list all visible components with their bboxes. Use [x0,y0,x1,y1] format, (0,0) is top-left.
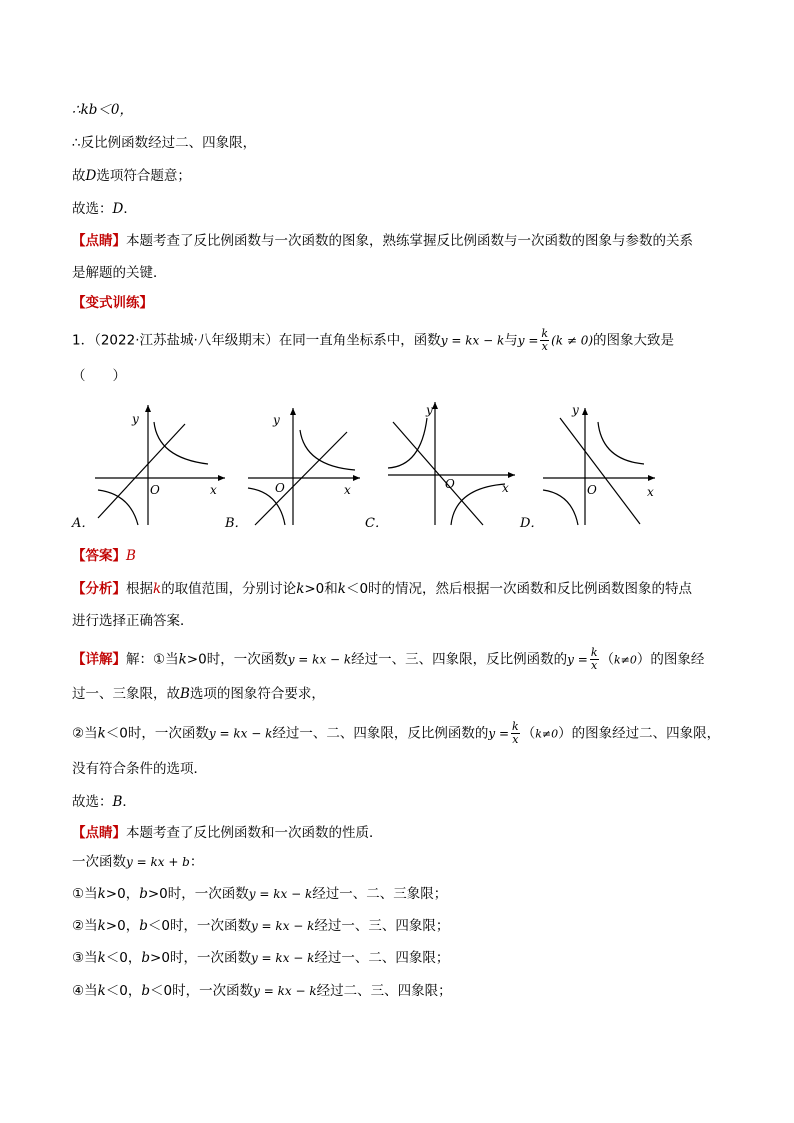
text: 选项符合题意； [96,168,191,184]
option-a-label: A． [72,516,95,531]
var: k [97,886,106,902]
formula: y = [567,652,588,667]
text: （ [521,725,536,742]
y-label: y [426,403,433,417]
text: 与 [504,332,518,349]
option-d-label: D． [520,516,544,531]
text: >0时，一次函数 [150,950,251,966]
denominator: x [591,659,598,672]
text: ④当 [72,983,98,999]
formula: y = kx − k [287,652,352,667]
text: >0， [105,918,140,934]
text: 1．（2022·江苏盐城·八年级期末）在同一直角坐标系中，函数 [72,332,441,349]
var: b [139,886,148,902]
text: ＜0时的情况，然后根据一次函数和反比例函数图象的特点 [345,581,693,597]
text: 经过一、二、三象限； [312,886,448,902]
var: k [153,581,162,597]
line-option-d-correct [72,166,191,186]
case-4 [72,981,452,1001]
line-kb-negative [72,100,133,120]
comment-block-2 [72,823,383,843]
hyperbola-branch-3 [543,490,578,525]
line-inverse-text: ∴反比例函数经过二、四象限， [72,135,257,151]
denominator: x [512,733,519,746]
var: b [139,918,148,934]
text: >0， [105,886,140,902]
comment-block-1-cont [72,263,167,283]
origin-label: O [150,483,160,497]
comment-text: 是解题的关键． [72,265,167,281]
text: 故选： [72,201,113,217]
numerator: k [590,646,598,659]
var: k≠0 [614,653,637,667]
y-label: y [572,403,579,417]
option-c-label: C． [365,516,388,531]
text: >0和 [304,581,338,597]
var: k [337,581,346,597]
x-label: x [502,481,509,495]
comment-tag: 【点睛】 [72,233,126,249]
text: 经过一、三、四象限，反比例函数的 [351,651,568,668]
graph-a [90,400,230,530]
text: 一次函数 [72,854,126,870]
graph-b [245,400,370,530]
text: ）的图象经 [636,651,705,668]
text: 选项的图象符合要求， [189,686,325,702]
var: k [178,651,187,668]
answer-blank: （ ） [72,368,126,384]
comment-text: 本题考查了反比例函数与一次函数的图象，熟练掌握反比例函数与一次函数的图象与参数的关系 [126,233,693,249]
question-1 [72,328,674,353]
text: 故 [72,168,86,184]
comment-text: 本题考查了反比例函数和一次函数的性质． [126,825,383,841]
var: D [85,168,97,184]
linear-line [393,422,483,525]
text: ： [189,854,204,870]
text: >0时，一次函数 [147,886,249,902]
detail-line-3 [72,721,720,746]
line-inverse-quadrants [72,133,256,153]
question-1-paren [72,366,126,386]
hyperbola-branch-1 [598,422,644,464]
line-choose-d [72,199,137,219]
answer-tag: 【答案】 [72,548,126,564]
text: ＜0， [105,983,142,999]
analysis-tag: 【分析】 [72,581,126,597]
var: k [97,725,106,742]
text: 的图象大致是 [593,332,675,349]
detail-line-1 [72,647,704,672]
text: ＜0时，一次函数 [147,918,251,934]
fraction [511,721,520,746]
text: ）的图象经过二、四象限， [558,725,721,742]
origin-label: O [275,481,285,495]
text: ②当 [72,725,98,742]
var: k [97,950,106,966]
y-arrow [290,408,296,415]
text: 经过一、三、四象限； [314,918,450,934]
origin-label: O [587,483,597,497]
text: >0时，一次函数 [186,651,288,668]
numerator: k [541,327,549,340]
formula: y = kx − k [253,984,317,998]
case-2 [72,916,449,936]
option-b-label: B． [225,516,248,531]
comment-tag: 【点睛】 [72,825,126,841]
var: B [112,794,123,810]
text: （ [600,651,614,668]
formula: y = [488,726,510,741]
numerator: k [512,720,519,733]
linear-function-line [72,852,203,872]
x-label: x [344,483,351,497]
line-kb-text: ∴kb＜0， [72,102,134,118]
y-arrow [145,405,151,412]
analysis-line-2 [72,611,194,631]
formula: y = kx + b [126,855,190,869]
text: 过一、三象限，故 [72,686,180,702]
hyperbola-branch-1 [300,430,355,470]
var: k≠0 [535,727,559,741]
var: b [141,983,151,999]
text: 进行选择正确答案． [72,613,194,629]
denominator: x [541,340,548,353]
var: D [112,201,124,217]
formula: y = kx − k [440,333,505,348]
x-label: x [210,483,217,497]
hyperbola-branch-3 [98,490,138,525]
text: ． [122,794,136,810]
text: 经过一、二、四象限，反比例函数的 [272,725,489,742]
text: ＜0时，一次函数 [150,983,254,999]
text: 的取值范围，分别讨论 [161,581,297,597]
var: k [97,983,106,999]
comment-block-1 [72,231,693,251]
formula: y = kx − k [250,951,315,965]
x-arrow [508,472,515,478]
y-arrow [582,408,588,415]
formula: y = kx − k [208,726,273,741]
hyperbola-branch-2 [388,418,427,468]
text: 解：①当 [126,651,179,668]
text: 经过一、二、四象限； [314,950,450,966]
text: ． [123,201,137,217]
formula: y = [517,333,539,348]
y-arrow [432,402,438,409]
origin-label: O [445,477,455,491]
text: 根据 [126,581,153,597]
detail-line-4 [72,759,207,779]
answer-line [72,546,136,566]
graph-c [385,400,520,530]
text: 故选： [72,794,113,810]
fraction [590,647,599,672]
formula: y = kx − k [250,919,315,933]
text: ＜0， [105,950,142,966]
detail-line-2 [72,684,325,704]
answer-value: B [126,548,136,564]
var: B [180,686,190,702]
text: ①当 [72,886,98,902]
text: ②当 [72,918,98,934]
choose-b-line [72,792,136,812]
var: b [141,950,151,966]
text: 经过二、三、四象限； [316,983,452,999]
var: k [97,918,106,934]
text: ③当 [72,950,98,966]
analysis-line-1 [72,579,692,599]
text: 没有符合条件的选项． [72,761,207,777]
variant-heading [72,293,153,313]
case-3 [72,948,449,968]
x-label: x [647,485,654,499]
y-label: y [273,413,280,427]
graph-d [540,400,665,530]
formula: (k ≠ 0) [551,333,594,348]
variant-tag: 【变式训练】 [72,295,153,311]
fraction [540,328,549,353]
var: k [296,581,305,597]
x-arrow [648,475,655,481]
y-label: y [132,412,139,426]
x-arrow [218,475,225,481]
formula: y = kx − k [248,887,313,901]
case-1 [72,884,447,904]
x-arrow [353,475,360,481]
text: ＜0时，一次函数 [105,725,209,742]
detail-tag: 【详解】 [72,651,126,668]
linear-line [98,424,185,518]
